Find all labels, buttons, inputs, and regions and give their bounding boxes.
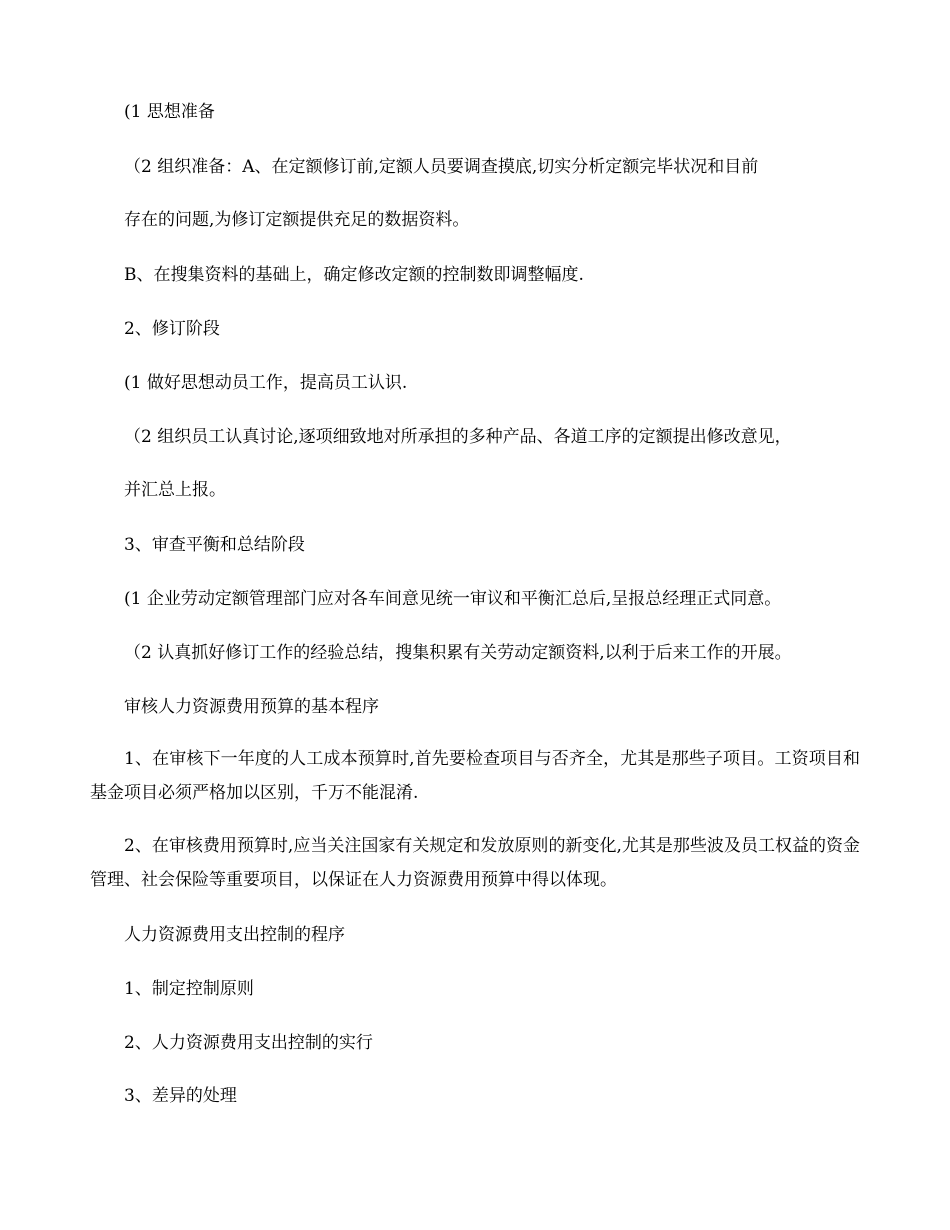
- text-line: （2 组织员工认真讨论,逐项细致地对所承担的多种产品、各道工序的定额提出修改意见，: [124, 427, 792, 447]
- list-item: 3、差异的处理: [124, 1086, 237, 1106]
- section-heading: 人力资源费用支出控制的程序: [124, 925, 345, 945]
- section-heading: 审核人力资源费用预算的基本程序: [124, 697, 379, 717]
- text-line: （2 组织准备：A、在定额修订前,定额人员要调查摸底,切实分析定额完毕状况和目前: [124, 157, 759, 177]
- paragraph: 1、在审核下一年度的人工成本预算时,首先要检查项目与否齐全，尤其是那些子项目。工资项目和基金项目必须严格加以区别，千万不能混淆.: [90, 749, 860, 803]
- paragraph: 2、在审核费用预算时,应当关注国家有关规定和发放原则的新变化,尤其是那些波及员工权益的资金管理、社会保险等重要项目，以保证在人力资源费用预算中得以体现。: [90, 836, 860, 890]
- section-heading: 2、修订阶段: [124, 319, 220, 339]
- text-line: （2 认真抓好修订工作的经验总结，搜集积累有关劳动定额资料,以利于后来工作的开展。: [124, 643, 792, 663]
- list-item: 1、制定控制原则: [124, 979, 254, 999]
- list-item: 2、人力资源费用支出控制的实行: [124, 1033, 373, 1053]
- text-line: (1 企业劳动定额管理部门应对各车间意见统一审议和平衡汇总后,呈报总经理正式同意。: [124, 589, 782, 609]
- text-line: B、在搜集资料的基础上，确定修改定额的控制数即调整幅度.: [124, 265, 584, 285]
- text-line: 存在的问题,为修订定额提供充足的数据资料。: [124, 210, 470, 230]
- text-line: (1 思想准备: [124, 102, 215, 122]
- text-line: 并汇总上报。: [124, 480, 226, 500]
- section-heading: 3、审查平衡和总结阶段: [124, 535, 305, 555]
- text-line: (1 做好思想动员工作，提高员工认识.: [124, 373, 408, 393]
